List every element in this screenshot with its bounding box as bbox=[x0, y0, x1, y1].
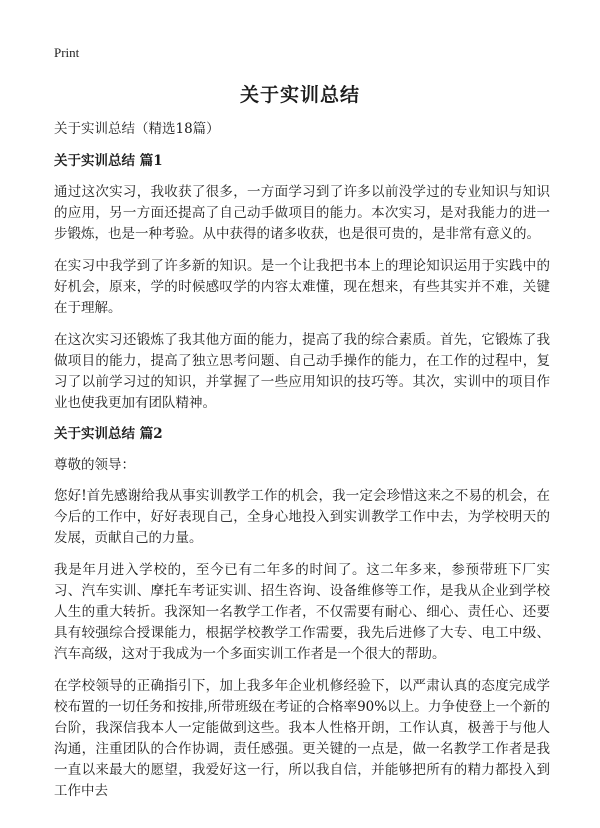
section-1 bbox=[54, 152, 550, 414]
paragraph: 您好!首先感谢给我从事实训教学工作的机会，我一定会珍惜这来之不易的机会，在今后的工作中，好好表现自己，全身心地投入到实训教学工作中去，为学校明天的发展，贡献自己的力量。 bbox=[54, 488, 550, 546]
print-link[interactable]: Print bbox=[54, 45, 80, 60]
section-heading: 关于实训总结 篇2 bbox=[54, 426, 163, 442]
document-subtitle: 关于实训总结（精选18篇） bbox=[54, 121, 220, 137]
document-body bbox=[54, 120, 550, 813]
paragraph: 在实习中我学到了许多新的知识。是一个让我把书本上的理论知识运用于实践中的好机会，原来，学的时候感叹学的内容太难懂，现在想来，有些其实并不难，关键在于理解。 bbox=[54, 258, 550, 316]
paragraph: 在这次实习还锻炼了我其他方面的能力，提高了我的综合素质。首先，它锻炼了我做项目的能力，提高了独立思考问题、自己动手操作的能力，在工作的过程中，复习了以前学习过的知识，并掌握了一些应用知识的技巧等。其次，实训中的项目作业也使我更加有团队精神。 bbox=[54, 332, 550, 411]
page-title: 关于实训总结 bbox=[239, 84, 360, 106]
section-2 bbox=[54, 425, 550, 802]
greeting-paragraph: 尊敬的领导： bbox=[54, 457, 135, 473]
paragraph: 在学校领导的正确指引下，加上我多年企业机修经验下，以严肃认真的态度完成学校布置的一切任务和按排,所带班级在考证的合格率90%以上。力争使登上一个新的台阶，我深信我本人一定能做到这些。我本人性格开朗，工作认真，极善于与他人沟通，注重团队的合作协调，责任感强。更关键的一点是，做一名教学工作者是我一直以来最大的愿望，我爱好这一行，所以我自信，并能够把所有的精力都投入到工作中去 bbox=[54, 678, 550, 799]
paragraph: 我是年月进入学校的，至今已有二年多的时间了。这二年多来，参预带班下厂实习、汽车实训、摩托车考证实训、招生咨询、设备维修等工作，是我从企业到学校人生的重大转折。我深知一名教学工作者，不仅需要有耐心、细心、责任心、还要具有较强综合授课能力，根据学校教学工作需要，我先后进修了大专、电工中级、汽车高级，这对于我成为一个多面实训工作者是一个很大的帮助。 bbox=[54, 562, 550, 662]
section-heading: 关于实训总结 篇1 bbox=[54, 153, 163, 169]
paragraph: 通过这次实习，我收获了很多，一方面学习到了许多以前没学过的专业知识与知识的应用，另一方面还提高了自己动手做项目的能力。本次实习，是对我能力的进一步锻炼，也是一种考验。从中获得的诸多收获，也是很可贵的，是非常有意义的。 bbox=[54, 184, 550, 242]
